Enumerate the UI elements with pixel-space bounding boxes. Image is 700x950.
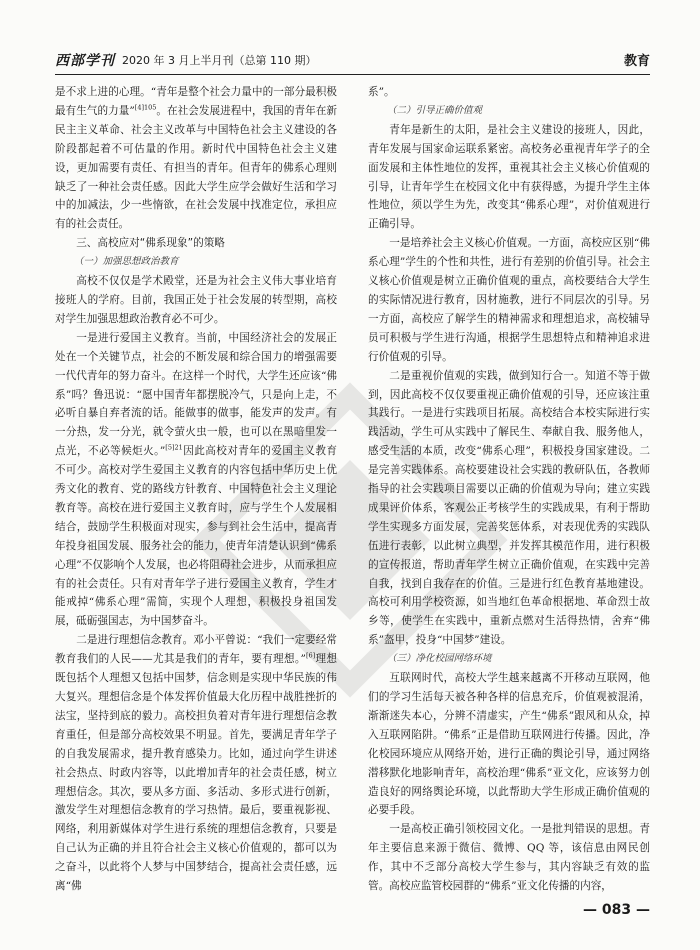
subsection-heading: （一）加强思想政治教育: [74, 256, 179, 268]
citation-ref: [6]: [305, 651, 316, 660]
section-tag: 教育: [623, 54, 650, 69]
paragraph: 一是培养社会主义核心价值观。一方面，高校应区别“佛系心理”学生的个性和共性，进行有差别的价值引导。社会主义核心价值观是树立正确价值观的重点，高校要结合大学生的实际情况进行教育，因材施教，进行不同层次的引导。另一方面，高校应了解学生的精神需求和理想追求，高校辅导员可积极与学生进行沟通，根据学生思想特点和精神追求进行价值观的引导。: [368, 237, 650, 363]
page-header: [55, 50, 650, 75]
paragraph: 二是进行理想信念教育。邓小平曾说：“我们一定要经常教育我们的人民——尤其是我们的青年，要有理想。”[6]理想既包括个人理想又包括中国梦，信念则是实现中华民族的伟大复兴。理想信念是个体发挥价值最大化历程中战胜挫折的法宝，坚持到底的毅力。高校担负着对青年进行理想信念教育重任，但是部分高校效果不明显。首先，要满足青年学子的自我发展需求，提升教育感染力。比如，通过向学生讲述社会热点、时政内容等，以此增加青年的社会责任感，树立理想信念。其次，要从多方面、多活动、多形式进行创新，激发学生对理想信念教育的学习热情。最后，要重视影视、网络，利用新媒体对学生进行系统的理想信念教育，只要是自己认为正确的并且符合社会主义核心价值观的，都可以为之奋斗，以此将个人梦与中国梦结合，提高社会责任感，远离“佛: [55, 634, 337, 893]
journal-logo: 西部学刊: [55, 53, 115, 69]
paragraph: 青年是新生的太阳，是社会主义建设的接班人，因此，青年发展与国家命运联系紧密。高校务必重视青年学子的全面发展和主体性地位的发挥，重视其社会主义核心价值观的引导，让青年学生在校园文化中有获得感，为提升学生主体性地位，须以学生为先，改变其“佛系心理”，对价值观进行正确引导。: [368, 123, 650, 231]
paragraph: 高校不仅仅是学术殿堂，还是为社会主义伟大事业培育接班人的学府。目前，我国正处于社会发展的转型期，高校对学生加强思想政治教育必不可少。: [55, 275, 337, 325]
page-number: — 083 —: [583, 902, 650, 918]
citation-ref: [4]105: [134, 103, 157, 112]
issue-info: 2020 年 3 月上半月刊（总第 110 期）: [122, 54, 317, 67]
subsection-heading: （二）引导正确价值观: [387, 104, 483, 116]
paragraph: 一是高校正确引领校园文化。一是批判错误的思想。青年主要信息来源于微信、微博、QQ 等，该信息由网民创作，其中不乏部分高校大学生参与，其内容缺乏有效的监管。高校应监管校园群的“佛系”亚文化传播的内容，: [368, 823, 650, 893]
section-heading: 三、高校应对“佛系现象”的策略: [76, 237, 225, 250]
citation-ref: [5]21: [165, 443, 183, 452]
paragraph: 二是重视价值观的实践，做到知行合一。知道不等于做到，因此高校不仅仅要重视正确价值观的引导，还应该注重其践行。一是进行实践项目拓展。高校结合本校实际进行实践活动，学生可从实践中了解民生、奉献自我、服务他人，感受生活的本质，改变“佛系心理”，积极投身国家建设。二是完善实践体系。高校要建设社会实践的教研队伍，各教师指导的社会实践项目需要以正确的价值观为导向；建立实践成果评价体系，客观公正考核学生的实践成果，有利于帮助学生实现多方面发展，完善奖惩体系，对表现优秀的实践队伍进行表彰，以此树立典型，并发挥其模范作用，进行积极的宣传报道，帮助青年学生树立正确价值观，在实践中完善自我，找到自我存在的价值。三是进行红色教育基地建设。高校可利用学校资源，如当地红色革命根据地、革命烈士故乡等，使学生在实践中，重新点燃对生活得热情，舍弃“佛系”盔甲，投身“中国梦”建设。: [368, 369, 650, 647]
left-column: [55, 83, 337, 896]
paragraph: 是不求上进的心理。“青年是整个社会力量中的一部分最积极最有生气的力量”$^{[4]105}$。在社会发展进程中，我国的青年在新民主主义革命、社会主义改革与中国特色社会主义建设的各阶段都起着不可估量的作用。新时代中国特色社会主义建设，更加需要有责任、有担当的青年。但青年的佛系心理则缺乏了一种社会责任感。因此大学生应学会做好生活和学习中的加减法，少一些惰欲，在社会发展中找准定位，承担应有的社会责任。: [55, 86, 337, 231]
paragraph: 系”。: [368, 86, 395, 98]
subsection-heading: （三）净化校园网络环境: [387, 653, 492, 665]
paragraph: 一是进行爱国主义教育。当前，中国经济社会的发展正处在一个关键节点，社会的不断发展和综合国力的增强需要一代代青年的努力奋斗。在这样一个时代，大学生还应该“佛系”吗？鲁迅说：“愿中国青年都摆脱冷气，只是向上走，不必听自暴自弃者流的话。能做事的做事，能发声的发声。有一分热，发一分光，就令萤火虫一般，也可以在黑暗里发一点光，不必等候炬火。”$^{[5]21}$因此高校对青年的爱国主义教育不可少。高校对学生爱国主义教育的内容包括中华历史上优秀文化的教育、党的路线方针教育、中国特色社会主义理论教育等。高校在进行爱国主义教育时，应与学生个人发展相结合，鼓励学生积极面对现实，参与到社会生活中，提高青年投身祖国发展、服务社会的能力，使青年清楚认识到“佛系心理”不仅影响个人发展，也必将阻碍社会进步，从而承担应有的社会责任。只有对青年学子进行爱国主义教育，学生才能戒掉“佛系心理”需简，实现个人理想，积极投身祖国发展，砥砺强国志，为中国梦奋斗。: [55, 331, 337, 628]
right-column: [368, 83, 650, 896]
paragraph: 互联网时代，高校大学生越来越离不开移动互联网，他们的学习生活每天被各种各样的信息充斥，价值观被混淆，渐渐迷失本心，分辨不清虚实，产生“佛系”跟风和从众，掉入互联网陷阱。“佛系”正是借助互联网进行传播。因此，净化校园环境应从网络开始，进行正确的舆论引导，通过网络潜移默化地影响青年，高校治理“佛系”亚文化，应该努力创造良好的网络舆论环境，以此帮助大学生形成正确价值观的必要手段。: [368, 672, 650, 817]
